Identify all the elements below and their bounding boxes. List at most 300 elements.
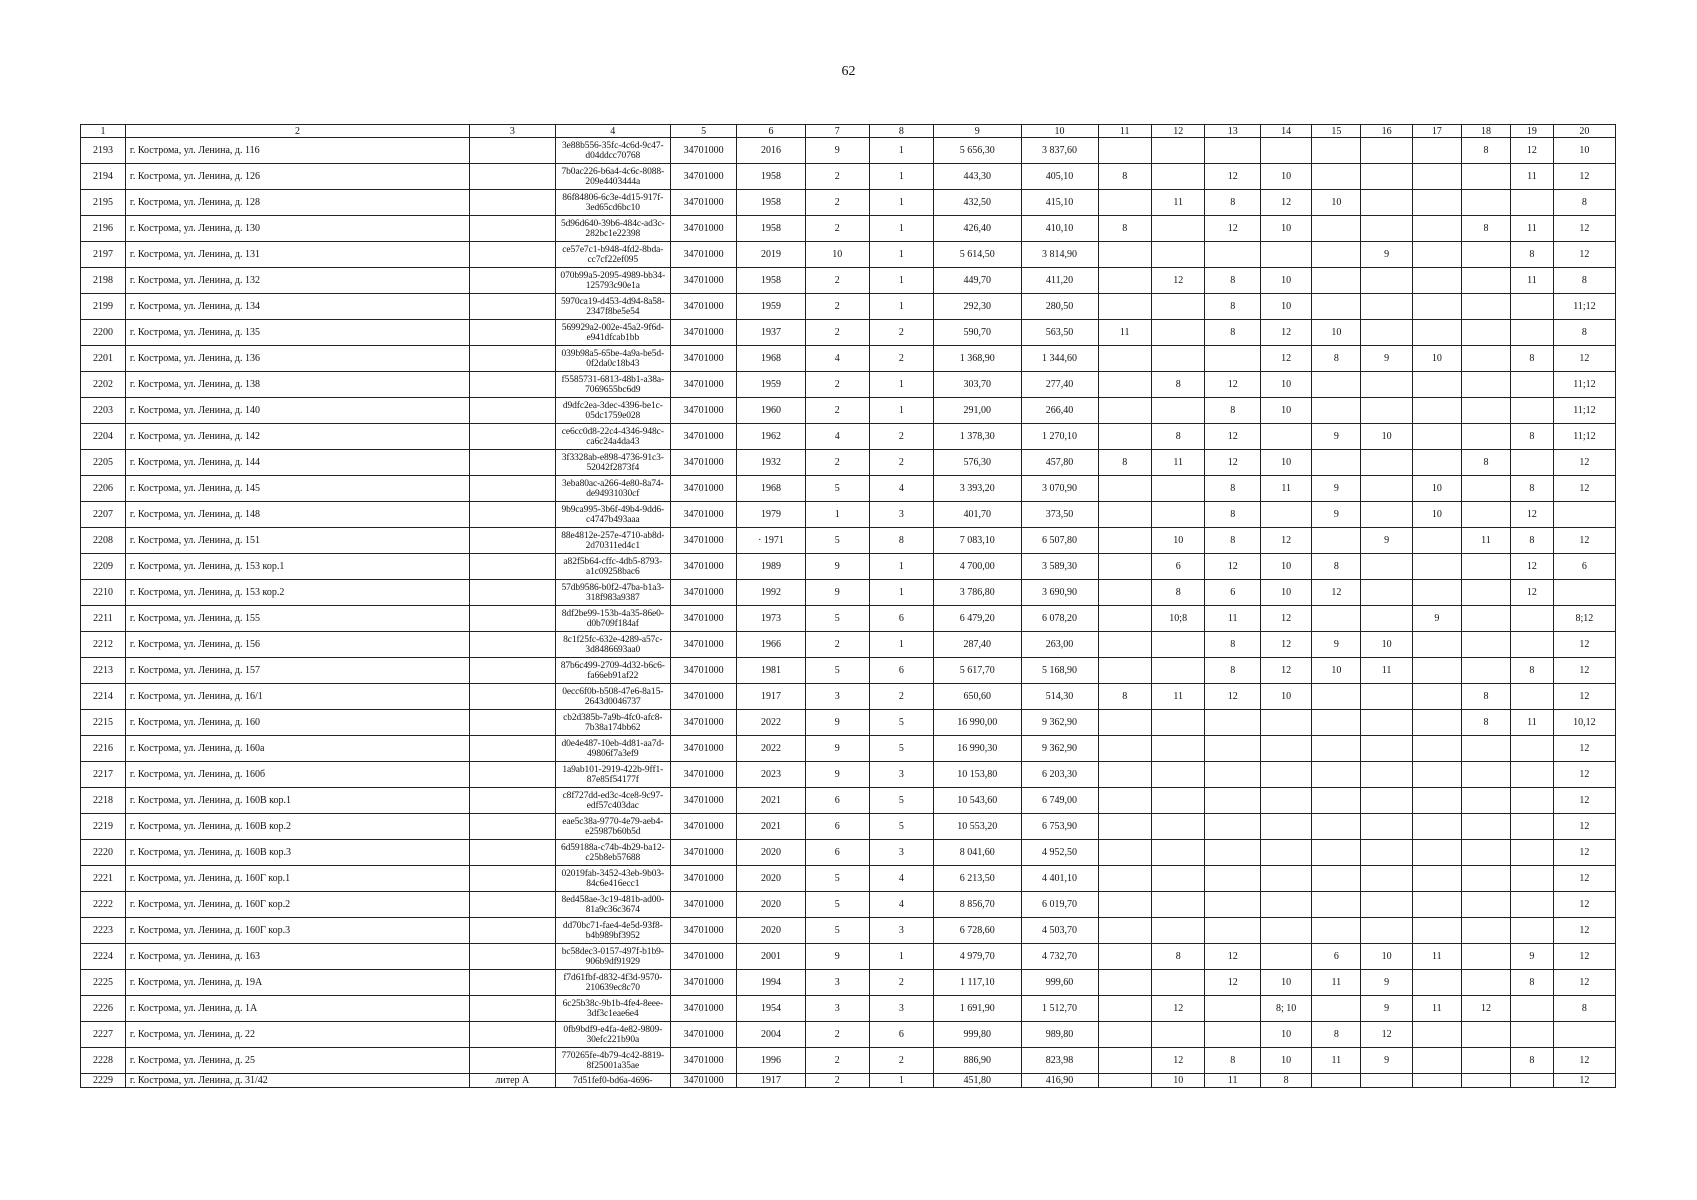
- table-cell-col-8: 1: [869, 268, 933, 294]
- table-cell-col-18: [1461, 814, 1510, 840]
- table-cell-col-8: 1: [869, 580, 933, 606]
- table-cell-col-7: 1: [805, 502, 869, 528]
- table-cell-col-15: 8: [1312, 554, 1361, 580]
- table-cell-col-7: 9: [805, 580, 869, 606]
- table-cell-col-8: 3: [869, 762, 933, 788]
- table-cell-col-20: 12: [1553, 242, 1615, 268]
- table-cell-col-9: 6 479,20: [933, 606, 1021, 632]
- table-cell-col-9: 287,40: [933, 632, 1021, 658]
- table-cell-col-18: [1461, 840, 1510, 866]
- table-cell-col-5: 34701000: [671, 528, 737, 554]
- table-cell-col-1: 2229: [81, 1074, 126, 1088]
- table-cell-col-1: 2227: [81, 1022, 126, 1048]
- table-cell-col-11: [1098, 580, 1151, 606]
- table-cell-col-12: [1151, 242, 1204, 268]
- table-cell-col-16: [1361, 710, 1412, 736]
- table-cell-col-9: 6 213,50: [933, 866, 1021, 892]
- table-cell-col-2: г. Кострома, ул. Ленина, д. 145: [125, 476, 469, 502]
- table-cell-col-18: [1461, 632, 1510, 658]
- table-cell-col-19: [1511, 996, 1554, 1022]
- table-cell-col-16: 9: [1361, 242, 1412, 268]
- table-cell-col-1: 2200: [81, 320, 126, 346]
- table-cell-col-5: 34701000: [671, 710, 737, 736]
- table-cell-col-15: [1312, 268, 1361, 294]
- table-cell-col-12: [1151, 502, 1204, 528]
- table-cell-col-16: [1361, 788, 1412, 814]
- table-cell-col-4: 86f84806-6c3e-4d15-917f-3ed65cd6bc10: [555, 190, 670, 216]
- table-cell-col-6: 1932: [737, 450, 805, 476]
- table-cell-col-13: [1205, 996, 1261, 1022]
- table-cell-col-14: [1260, 762, 1311, 788]
- table-cell-col-9: 292,30: [933, 294, 1021, 320]
- table-cell-col-14: 12: [1260, 190, 1311, 216]
- table-cell-col-15: [1312, 216, 1361, 242]
- table-cell-col-6: 2004: [737, 1022, 805, 1048]
- table-cell-col-14: [1260, 840, 1311, 866]
- column-header-7: 7: [805, 125, 869, 138]
- table-cell-col-18: 11: [1461, 528, 1510, 554]
- table-cell-col-12: 11: [1151, 684, 1204, 710]
- table-cell-col-9: 10 543,60: [933, 788, 1021, 814]
- table-cell-col-17: [1412, 242, 1461, 268]
- table-row: [81, 788, 1616, 814]
- table-cell-col-8: 1: [869, 944, 933, 970]
- table-cell-col-16: [1361, 554, 1412, 580]
- table-cell-col-12: [1151, 346, 1204, 372]
- table-cell-col-12: [1151, 658, 1204, 684]
- table-cell-col-13: 12: [1205, 216, 1261, 242]
- table-cell-col-10: 563,50: [1021, 320, 1098, 346]
- table-cell-col-3: [470, 918, 556, 944]
- table-cell-col-4: f5585731-6813-48b1-a38a-7069655bc6d9: [555, 372, 670, 398]
- table-cell-col-10: 415,10: [1021, 190, 1098, 216]
- column-header-2: 2: [125, 125, 469, 138]
- table-cell-col-13: [1205, 242, 1261, 268]
- table-row: [81, 554, 1616, 580]
- table-row: [81, 1074, 1616, 1088]
- table-cell-col-18: [1461, 294, 1510, 320]
- table-cell-col-2: г. Кострома, ул. Ленина, д. 128: [125, 190, 469, 216]
- table-cell-col-10: 823,98: [1021, 1048, 1098, 1074]
- table-cell-col-4: eae5c38a-9770-4e79-aeb4-e25987b60b5d: [555, 814, 670, 840]
- table-cell-col-10: 6 507,80: [1021, 528, 1098, 554]
- table-cell-col-16: 9: [1361, 970, 1412, 996]
- table-cell-col-13: 12: [1205, 684, 1261, 710]
- page-number: 62: [841, 64, 856, 79]
- table-cell-col-13: [1205, 346, 1261, 372]
- table-cell-col-12: 8: [1151, 372, 1204, 398]
- table-cell-col-4: 87b6c499-2709-4d32-b6c6-fa66eb91af22: [555, 658, 670, 684]
- table-cell-col-2: г. Кострома, ул. Ленина, д. 148: [125, 502, 469, 528]
- table-cell-col-8: 1: [869, 1074, 933, 1088]
- table-cell-col-1: 2221: [81, 866, 126, 892]
- table-cell-col-7: 5: [805, 866, 869, 892]
- table-cell-col-8: 2: [869, 320, 933, 346]
- table-cell-col-4: d9dfc2ea-3dec-4396-be1c-05dc1759e028: [555, 398, 670, 424]
- table-cell-col-5: 34701000: [671, 346, 737, 372]
- table-cell-col-4: 0ecc6f0b-b508-47e6-8a15-2643d0046737: [555, 684, 670, 710]
- table-cell-col-10: 411,20: [1021, 268, 1098, 294]
- table-cell-col-13: 8: [1205, 190, 1261, 216]
- table-cell-col-12: [1151, 866, 1204, 892]
- table-cell-col-2: г. Кострома, ул. Ленина, д. 163: [125, 944, 469, 970]
- table-cell-col-2: г. Кострома, ул. Ленина, д. 1А: [125, 996, 469, 1022]
- table-row: [81, 892, 1616, 918]
- table-cell-col-17: [1412, 424, 1461, 450]
- table-cell-col-16: [1361, 320, 1412, 346]
- table-cell-col-5: 34701000: [671, 1074, 737, 1088]
- table-cell-col-12: [1151, 216, 1204, 242]
- table-cell-col-2: г. Кострома, ул. Ленина, д. 140: [125, 398, 469, 424]
- table-cell-col-9: 291,00: [933, 398, 1021, 424]
- table-cell-col-10: 3 070,90: [1021, 476, 1098, 502]
- table-cell-col-11: 8: [1098, 450, 1151, 476]
- table-cell-col-9: 451,80: [933, 1074, 1021, 1088]
- table-cell-col-6: 1959: [737, 294, 805, 320]
- table-cell-col-4: 02019fab-3452-43eb-9b03-84c6e416ecc1: [555, 866, 670, 892]
- table-cell-col-13: 8: [1205, 294, 1261, 320]
- table-cell-col-4: 7d51fef0-bd6a-4696-: [555, 1074, 670, 1088]
- table-cell-col-2: г. Кострома, ул. Ленина, д. 157: [125, 658, 469, 684]
- table-cell-col-2: г. Кострома, ул. Ленина, д. 138: [125, 372, 469, 398]
- table-cell-col-10: 277,40: [1021, 372, 1098, 398]
- table-cell-col-4: 5d96d640-39b6-484c-ad3c-282bc1e22398: [555, 216, 670, 242]
- housing-registry-table: [80, 124, 1616, 1088]
- table-cell-col-16: 12: [1361, 1022, 1412, 1048]
- table-cell-col-7: 9: [805, 762, 869, 788]
- table-row: [81, 294, 1616, 320]
- table-row: [81, 606, 1616, 632]
- table-cell-col-18: [1461, 476, 1510, 502]
- table-cell-col-20: 12: [1553, 632, 1615, 658]
- table-cell-col-2: г. Кострома, ул. Ленина, д. 160б: [125, 762, 469, 788]
- column-header-13: 13: [1205, 125, 1261, 138]
- table-cell-col-17: [1412, 1022, 1461, 1048]
- table-cell-col-17: 10: [1412, 476, 1461, 502]
- table-cell-col-14: 12: [1260, 320, 1311, 346]
- table-cell-col-11: [1098, 294, 1151, 320]
- table-cell-col-5: 34701000: [671, 398, 737, 424]
- table-cell-col-6: 2020: [737, 918, 805, 944]
- table-cell-col-1: 2201: [81, 346, 126, 372]
- table-cell-col-7: 2: [805, 268, 869, 294]
- table-cell-col-5: 34701000: [671, 320, 737, 346]
- table-cell-col-5: 34701000: [671, 892, 737, 918]
- table-cell-col-18: [1461, 658, 1510, 684]
- column-header-14: 14: [1260, 125, 1311, 138]
- table-cell-col-8: 1: [869, 190, 933, 216]
- table-cell-col-8: 8: [869, 528, 933, 554]
- table-cell-col-18: [1461, 372, 1510, 398]
- table-cell-col-5: 34701000: [671, 242, 737, 268]
- table-cell-col-9: 5 614,50: [933, 242, 1021, 268]
- table-cell-col-20: 12: [1553, 814, 1615, 840]
- table-cell-col-16: [1361, 892, 1412, 918]
- table-cell-col-11: 8: [1098, 164, 1151, 190]
- table-row: [81, 710, 1616, 736]
- table-cell-col-3: [470, 684, 556, 710]
- table-cell-col-5: 34701000: [671, 216, 737, 242]
- table-cell-col-19: 9: [1511, 944, 1554, 970]
- table-cell-col-19: 11: [1511, 164, 1554, 190]
- table-cell-col-6: 1981: [737, 658, 805, 684]
- table-cell-col-15: [1312, 294, 1361, 320]
- table-cell-col-16: [1361, 398, 1412, 424]
- table-row: [81, 320, 1616, 346]
- table-cell-col-8: 5: [869, 814, 933, 840]
- table-cell-col-11: [1098, 788, 1151, 814]
- table-cell-col-10: 6 078,20: [1021, 606, 1098, 632]
- table-cell-col-3: [470, 320, 556, 346]
- table-cell-col-4: 1a9ab101-2919-422b-9ff1-87e85f54177f: [555, 762, 670, 788]
- table-cell-col-3: [470, 190, 556, 216]
- table-cell-col-6: 1968: [737, 476, 805, 502]
- table-cell-col-16: [1361, 866, 1412, 892]
- table-cell-col-20: 10: [1553, 138, 1615, 164]
- table-cell-col-10: 416,90: [1021, 1074, 1098, 1088]
- table-cell-col-9: 6 728,60: [933, 918, 1021, 944]
- table-cell-col-15: 9: [1312, 502, 1361, 528]
- table-cell-col-9: 4 979,70: [933, 944, 1021, 970]
- table-row: [81, 918, 1616, 944]
- table-cell-col-5: 34701000: [671, 450, 737, 476]
- table-cell-col-14: [1260, 242, 1311, 268]
- table-cell-col-11: [1098, 736, 1151, 762]
- table-cell-col-18: [1461, 944, 1510, 970]
- table-cell-col-20: 8: [1553, 268, 1615, 294]
- table-cell-col-12: 10;8: [1151, 606, 1204, 632]
- table-cell-col-6: 2016: [737, 138, 805, 164]
- table-cell-col-3: [470, 814, 556, 840]
- table-cell-col-4: 6d59188a-c74b-4b29-ba12-c25b8eb57688: [555, 840, 670, 866]
- table-cell-col-19: 12: [1511, 138, 1554, 164]
- table-row: [81, 216, 1616, 242]
- table-cell-col-13: [1205, 1022, 1261, 1048]
- table-cell-col-1: 2226: [81, 996, 126, 1022]
- table-cell-col-15: 11: [1312, 970, 1361, 996]
- table-cell-col-6: 1937: [737, 320, 805, 346]
- table-cell-col-7: 3: [805, 996, 869, 1022]
- table-cell-col-15: [1312, 996, 1361, 1022]
- table-cell-col-13: [1205, 918, 1261, 944]
- table-cell-col-14: [1260, 944, 1311, 970]
- table-cell-col-15: 12: [1312, 580, 1361, 606]
- table-cell-col-11: [1098, 996, 1151, 1022]
- table-cell-col-2: г. Кострома, ул. Ленина, д. 155: [125, 606, 469, 632]
- table-cell-col-7: 5: [805, 918, 869, 944]
- table-cell-col-10: 6 203,30: [1021, 762, 1098, 788]
- table-cell-col-4: cb2d385b-7a9b-4fc0-afc8-7b38a174bb62: [555, 710, 670, 736]
- table-cell-col-6: 2020: [737, 866, 805, 892]
- table-cell-col-10: 280,50: [1021, 294, 1098, 320]
- table-cell-col-12: 6: [1151, 554, 1204, 580]
- table-cell-col-20: 11;12: [1553, 398, 1615, 424]
- table-cell-col-10: 9 362,90: [1021, 736, 1098, 762]
- table-cell-col-12: [1151, 892, 1204, 918]
- table-cell-col-8: 2: [869, 1048, 933, 1074]
- table-cell-col-11: [1098, 424, 1151, 450]
- table-cell-col-1: 2218: [81, 788, 126, 814]
- table-cell-col-12: 10: [1151, 1074, 1204, 1088]
- table-cell-col-16: 9: [1361, 346, 1412, 372]
- table-cell-col-9: 10 153,80: [933, 762, 1021, 788]
- table-cell-col-14: 10: [1260, 450, 1311, 476]
- table-cell-col-17: [1412, 788, 1461, 814]
- table-cell-col-4: a82f5b64-cffc-4db5-8793-a1c09258bac6: [555, 554, 670, 580]
- table-cell-col-6: 2021: [737, 788, 805, 814]
- table-cell-col-3: [470, 996, 556, 1022]
- column-header-8: 8: [869, 125, 933, 138]
- table-cell-col-15: [1312, 866, 1361, 892]
- table-cell-col-10: 3 690,90: [1021, 580, 1098, 606]
- table-cell-col-15: 9: [1312, 632, 1361, 658]
- table-cell-col-18: 8: [1461, 710, 1510, 736]
- table-cell-col-20: 12: [1553, 450, 1615, 476]
- table-cell-col-6: 1992: [737, 580, 805, 606]
- table-cell-col-10: 5 168,90: [1021, 658, 1098, 684]
- table-cell-col-3: [470, 450, 556, 476]
- table-cell-col-2: г. Кострома, ул. Ленина, д. 142: [125, 424, 469, 450]
- table-cell-col-16: [1361, 606, 1412, 632]
- table-cell-col-10: 3 814,90: [1021, 242, 1098, 268]
- table-cell-col-17: [1412, 190, 1461, 216]
- table-cell-col-20: 12: [1553, 684, 1615, 710]
- table-cell-col-3: [470, 216, 556, 242]
- table-cell-col-12: [1151, 970, 1204, 996]
- table-cell-col-19: [1511, 398, 1554, 424]
- table-cell-col-11: [1098, 502, 1151, 528]
- table-cell-col-1: 2203: [81, 398, 126, 424]
- table-cell-col-16: [1361, 372, 1412, 398]
- table-cell-col-10: 3 837,60: [1021, 138, 1098, 164]
- table-row: [81, 164, 1616, 190]
- table-cell-col-2: г. Кострома, ул. Ленина, д. 144: [125, 450, 469, 476]
- table-cell-col-2: г. Кострома, ул. Ленина, д. 135: [125, 320, 469, 346]
- table-cell-col-6: 2023: [737, 762, 805, 788]
- table-cell-col-19: [1511, 762, 1554, 788]
- table-cell-col-6: 1994: [737, 970, 805, 996]
- table-cell-col-16: [1361, 736, 1412, 762]
- table-cell-col-3: [470, 762, 556, 788]
- table-cell-col-11: [1098, 632, 1151, 658]
- table-cell-col-2: г. Кострома, ул. Ленина, д. 160Г кор.3: [125, 918, 469, 944]
- table-cell-col-17: [1412, 372, 1461, 398]
- table-cell-col-4: 8c1f25fc-632e-4289-a57c-3d8486693aa0: [555, 632, 670, 658]
- table-cell-col-1: 2205: [81, 450, 126, 476]
- table-cell-col-20: 12: [1553, 346, 1615, 372]
- table-cell-col-14: 8: [1260, 1074, 1311, 1088]
- table-cell-col-16: 10: [1361, 424, 1412, 450]
- table-cell-col-17: [1412, 398, 1461, 424]
- table-cell-col-11: [1098, 554, 1151, 580]
- table-cell-col-17: [1412, 580, 1461, 606]
- table-cell-col-12: 12: [1151, 268, 1204, 294]
- table-cell-col-1: 2195: [81, 190, 126, 216]
- table-cell-col-11: [1098, 528, 1151, 554]
- table-cell-col-16: 10: [1361, 944, 1412, 970]
- table-cell-col-13: 12: [1205, 424, 1261, 450]
- table-cell-col-16: [1361, 762, 1412, 788]
- table-cell-col-8: 1: [869, 372, 933, 398]
- table-cell-col-12: [1151, 164, 1204, 190]
- table-cell-col-10: 3 589,30: [1021, 554, 1098, 580]
- table-cell-col-15: 9: [1312, 476, 1361, 502]
- table-cell-col-8: 4: [869, 476, 933, 502]
- table-cell-col-4: bc58dec3-0157-497f-b1b9-906b9df91929: [555, 944, 670, 970]
- table-cell-col-17: [1412, 840, 1461, 866]
- column-header-20: 20: [1553, 125, 1615, 138]
- table-cell-col-17: 11: [1412, 944, 1461, 970]
- table-cell-col-20: 8;12: [1553, 606, 1615, 632]
- table-cell-col-2: г. Кострома, ул. Ленина, д. 31/42: [125, 1074, 469, 1088]
- table-cell-col-11: [1098, 918, 1151, 944]
- table-cell-col-13: 8: [1205, 528, 1261, 554]
- table-cell-col-3: [470, 476, 556, 502]
- table-cell-col-7: 2: [805, 190, 869, 216]
- table-cell-col-6: 1958: [737, 190, 805, 216]
- table-cell-col-12: 11: [1151, 450, 1204, 476]
- table-cell-col-18: 8: [1461, 450, 1510, 476]
- table-cell-col-9: 1 691,90: [933, 996, 1021, 1022]
- table-cell-col-3: [470, 632, 556, 658]
- table-cell-col-18: [1461, 970, 1510, 996]
- table-cell-col-19: 8: [1511, 424, 1554, 450]
- table-cell-col-17: [1412, 892, 1461, 918]
- table-cell-col-6: 1960: [737, 398, 805, 424]
- table-cell-col-1: 2215: [81, 710, 126, 736]
- table-body: [81, 138, 1616, 1088]
- table-cell-col-7: 3: [805, 684, 869, 710]
- table-cell-col-12: 12: [1151, 1048, 1204, 1074]
- table-cell-col-4: 3e88b556-35fc-4c6d-9c47-d04ddcc70768: [555, 138, 670, 164]
- table-cell-col-10: 1 270,10: [1021, 424, 1098, 450]
- table-cell-col-1: 2217: [81, 762, 126, 788]
- table-cell-col-12: [1151, 294, 1204, 320]
- table-cell-col-11: [1098, 892, 1151, 918]
- table-cell-col-15: [1312, 762, 1361, 788]
- table-row: [81, 450, 1616, 476]
- table-cell-col-19: 8: [1511, 242, 1554, 268]
- table-cell-col-2: г. Кострома, ул. Ленина, д. 151: [125, 528, 469, 554]
- table-cell-col-1: 2197: [81, 242, 126, 268]
- table-cell-col-17: [1412, 684, 1461, 710]
- table-cell-col-14: 12: [1260, 606, 1311, 632]
- table-cell-col-17: [1412, 970, 1461, 996]
- table-cell-col-3: [470, 944, 556, 970]
- table-cell-col-9: 1 378,30: [933, 424, 1021, 450]
- table-cell-col-8: 5: [869, 736, 933, 762]
- table-cell-col-5: 34701000: [671, 164, 737, 190]
- table-cell-col-13: 8: [1205, 632, 1261, 658]
- table-cell-col-9: 3 393,20: [933, 476, 1021, 502]
- table-cell-col-7: 2: [805, 450, 869, 476]
- table-cell-col-15: [1312, 606, 1361, 632]
- table-cell-col-13: [1205, 840, 1261, 866]
- table-cell-col-14: 10: [1260, 580, 1311, 606]
- table-cell-col-19: 8: [1511, 1048, 1554, 1074]
- table-cell-col-1: 2208: [81, 528, 126, 554]
- table-cell-col-3: [470, 346, 556, 372]
- table-cell-col-1: 2224: [81, 944, 126, 970]
- table-cell-col-14: 10: [1260, 372, 1311, 398]
- table-cell-col-14: 12: [1260, 528, 1311, 554]
- table-cell-col-2: г. Кострома, ул. Ленина, д. 25: [125, 1048, 469, 1074]
- table-cell-col-19: 12: [1511, 554, 1554, 580]
- table-cell-col-13: [1205, 866, 1261, 892]
- table-cell-col-8: 1: [869, 554, 933, 580]
- column-header-16: 16: [1361, 125, 1412, 138]
- table-cell-col-2: г. Кострома, ул. Ленина, д. 126: [125, 164, 469, 190]
